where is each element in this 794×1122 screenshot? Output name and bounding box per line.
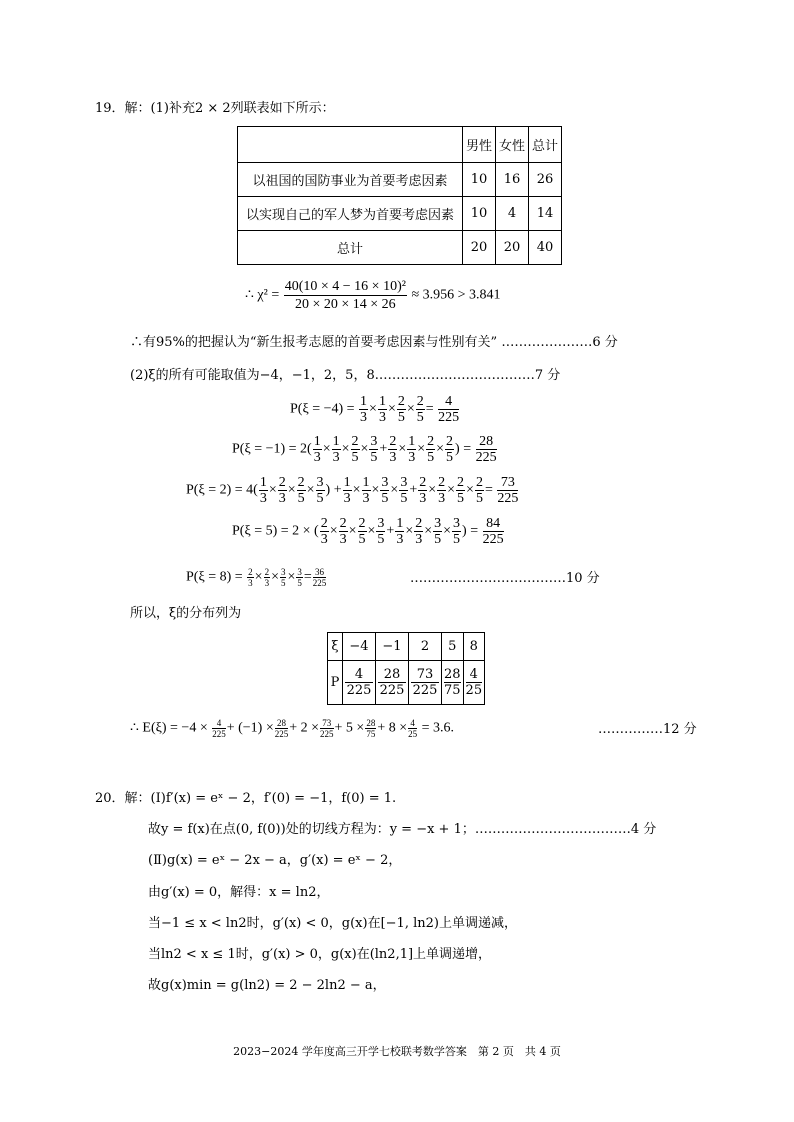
prob-line-1: P(ξ = −4) = $\frac{1}{3}$ × $\frac{1}{3}$ × $\frac{2}{5}$ × $\frac{2}{5}$ = $\frac{4}{225}$ <box>290 394 460 425</box>
expect-result: = 3.6. <box>421 720 455 736</box>
table-header-row <box>238 127 562 163</box>
table-row <box>238 197 562 231</box>
table-row <box>328 661 485 705</box>
table-row <box>328 633 485 661</box>
table-header: 女性 <box>496 127 529 163</box>
chi-denominator: 20 × 20 × 14 × 26 <box>294 297 396 312</box>
q20-line-4: 由g′(x) = 0，解得：x = ln2， <box>148 885 330 900</box>
table-cell: 以祖国的国防事业为首要考虑因素 <box>238 163 463 197</box>
prob-lhs: P(ξ = 2) = 4( <box>186 482 258 498</box>
chi-numerator: 40(10 × 4 − 16 × 10)² <box>284 279 406 294</box>
chi-lhs: ∴ χ² = <box>245 287 280 303</box>
table-cell: 以实现自己的军人梦为首要考虑因素 <box>238 197 463 231</box>
table-cell: −1 <box>376 633 409 661</box>
prob-lhs: P(ξ = −1) = 2( <box>232 441 312 457</box>
table-cell: 10 <box>463 163 496 197</box>
table-cell: 5 <box>442 633 464 661</box>
q19-part1-intro: (1)补充2 × 2列联表如下所示： <box>150 101 335 116</box>
table-row <box>238 231 562 265</box>
table-header: 男性 <box>463 127 496 163</box>
prob-line-5: P(ξ = 8) = $\frac{2}{3}$ × $\frac{2}{3}$ × $\frac{3}{5}$ × $\frac{3}{5}$ = $\frac{36}{225}$ <box>186 567 327 588</box>
table-cell: 73 225 <box>409 661 442 705</box>
prob-lhs: P(ξ = −4) = <box>290 401 355 417</box>
table-cell <box>238 127 463 163</box>
chi-square-formula <box>245 278 501 313</box>
prob-result: $\frac{4}{225}$ <box>438 394 460 425</box>
table-cell: P <box>328 661 343 705</box>
table-cell: −4 <box>343 633 376 661</box>
table-cell: 40 <box>529 231 562 265</box>
table-cell: 4 <box>496 197 529 231</box>
table-cell: 8 <box>463 633 485 661</box>
table-cell: 20 <box>463 231 496 265</box>
table-row <box>238 163 562 197</box>
table-cell: 16 <box>496 163 529 197</box>
table-cell: 总计 <box>238 231 463 265</box>
prob-line-4: P(ξ = 5) = 2 × ( $\frac{2}{3}$ × $\frac{2}{3}$ × $\frac{2}{5}$ × $\frac{3}{5}$ + $\frac{1}{3}$ × $\frac{2}{3}$ × $\frac{3}{5}$ × $\frac{3}{5}$ ) = $\frac{84}{225}$ <box>232 516 504 547</box>
expect-lhs: ∴ E(ξ) = −4 × <box>130 720 208 736</box>
table-cell: 28 75 <box>442 661 464 705</box>
table-cell: 2 <box>409 633 442 661</box>
q20-line-3: (Ⅱ)g(x) = eˣ − 2x − a，g′(x) = eˣ − 2， <box>148 853 402 868</box>
distribution-table <box>327 632 485 705</box>
q19-part2-intro: (2)ξ的所有可能取值为−4，−1，2，5，8.………………………………7 分 <box>130 368 561 383</box>
score-10: ………………………………10 分 <box>410 571 600 586</box>
table-cell: 4 225 <box>343 661 376 705</box>
q20-line-1: 20．解：(Ⅰ)f′(x) = eˣ − 2，f′(0) = −1，f(0) = 1. <box>95 791 397 806</box>
table-cell: 20 <box>496 231 529 265</box>
prob-result: $\frac{36}{225}$ <box>312 567 327 588</box>
q20-line-7: 故g(x)min = g(ln2) = 2 − 2ln2 − a， <box>148 978 386 993</box>
q20-line-2: 故y = f(x)在点(0, f(0))处的切线方程为：y = −x + 1；………………………………4 分 <box>148 822 657 837</box>
table-cell: 14 <box>529 197 562 231</box>
prob-lhs: P(ξ = 8) = <box>186 569 243 585</box>
table-cell: 28 225 <box>376 661 409 705</box>
chi-fraction <box>284 278 407 313</box>
contingency-table <box>237 126 562 265</box>
table-cell: 26 <box>529 163 562 197</box>
prob-result: $\frac{84}{225}$ <box>482 516 504 547</box>
table-header: 总计 <box>529 127 562 163</box>
score-12: ……………12 分 <box>598 722 697 737</box>
table-cell: 10 <box>463 197 496 231</box>
dist-intro: 所以，ξ的分布列为 <box>130 606 242 621</box>
prob-result: $\frac{28}{225}$ <box>475 434 497 465</box>
prob-line-3: P(ξ = 2) = 4( $\frac{1}{3}$ × $\frac{2}{3}$ × $\frac{2}{5}$ × $\frac{3}{5}$ ) + $\frac{1}{3}$ × $\frac{1}{3}$ × $\frac{3}{5}$ × $\frac{3}{5}$ + $\frac{2}{3}$ × $\frac{2}{3}$ × $\frac{2}{5}$ × $\frac{2}{5}$ = $\frac{73}{225}$ <box>186 475 519 506</box>
table-cell: ξ <box>328 633 343 661</box>
chi-rhs: ≈ 3.956 > 3.841 <box>411 287 501 303</box>
table-cell: 4 25 <box>463 661 485 705</box>
prob-result: $\frac{73}{225}$ <box>497 475 519 506</box>
expectation-line: ∴ E(ξ) = −4 × $\frac{4}{225}$ + (−1) × $\frac{28}{225}$ + 2 × $\frac{73}{225}$ + 5 × $\frac{28}{75}$ + 8 × $\frac{4}{25}$ = 3.6. <box>130 718 455 739</box>
q19-conclusion: ∴有95%的把握认为“新生报考志愿的首要考虑因素与性别有关” …………………6 分 <box>130 335 618 350</box>
page-footer: 2023−2024 学年度高三开学七校联考数学答案 第 2 页 共 4 页 <box>233 1045 561 1058</box>
q20-line-5: 当−1 ≤ x < ln2时，g′(x) < 0，g(x)在[−1, ln2)上单调递减， <box>148 916 517 931</box>
q20-label: 20．解： <box>95 791 151 806</box>
prob-line-2: P(ξ = −1) = 2( $\frac{1}{3}$ × $\frac{1}{3}$ × $\frac{2}{5}$ × $\frac{3}{5}$ + $\frac{2}{3}$ × $\frac{1}{3}$ × $\frac{2}{5}$ × $\frac{2}{5}$ ) = $\frac{28}{225}$ <box>232 434 497 465</box>
q20-line-6: 当ln2 < x ≤ 1时，g′(x) > 0，g(x)在(ln2,1]上单调递增， <box>148 947 492 962</box>
q19-label: 19．解：(1)补充2 × 2列联表如下所示： <box>95 101 335 116</box>
prob-lhs: P(ξ = 5) = 2 × ( <box>232 523 319 539</box>
